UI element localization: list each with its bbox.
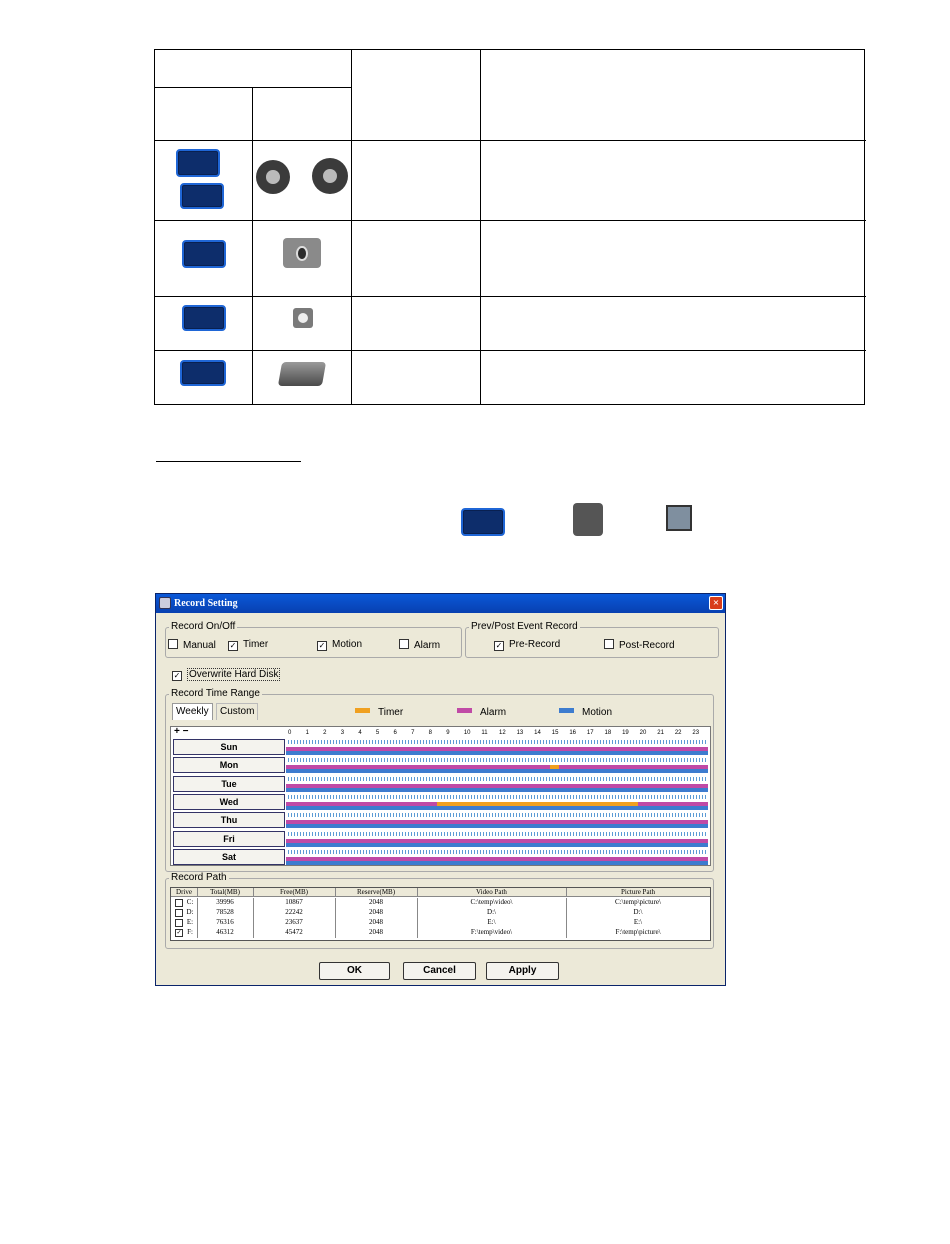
- alarm-checkbox[interactable]: [399, 639, 440, 651]
- group-legend: Record On/Off: [171, 621, 236, 632]
- table-rule: [155, 350, 866, 351]
- film-reel-icon: [256, 160, 290, 194]
- checkbox-label: Timer: [243, 639, 269, 650]
- column-divider: [253, 898, 254, 908]
- camera-view-icon: [666, 505, 692, 531]
- column-divider: [197, 908, 198, 918]
- section-underline: [156, 461, 301, 462]
- title-bar: [156, 594, 725, 613]
- day-label-fri: Fri: [173, 831, 285, 847]
- legend-motion: [559, 707, 612, 718]
- day-label-tue: Tue: [173, 776, 285, 792]
- hour-label: 19: [622, 730, 629, 736]
- table-cell: 23637: [285, 918, 303, 926]
- table-cell: F:: [187, 928, 193, 936]
- day-label-wed: Wed: [173, 794, 285, 810]
- day-label-thu: Thu: [173, 812, 285, 828]
- table-rule: [480, 50, 481, 405]
- column-divider: [566, 908, 567, 918]
- group-legend: Record Time Range: [171, 688, 260, 699]
- schedule-band: [286, 861, 708, 865]
- table-cell: F:\temp\video\: [470, 928, 513, 936]
- legend-label: Motion: [582, 707, 613, 718]
- column-divider: [335, 908, 336, 918]
- day-label-mon: Mon: [173, 757, 285, 773]
- dialog-title: Record Setting: [174, 598, 238, 609]
- table-header-row: [171, 888, 710, 897]
- table-rule: [155, 296, 866, 297]
- checkbox-label: Alarm: [414, 640, 441, 651]
- column-divider: [197, 888, 198, 897]
- legend-label: Timer: [378, 707, 404, 718]
- table-rule: [155, 87, 352, 88]
- column-divider: [566, 888, 567, 897]
- hour-label: 9: [446, 730, 450, 736]
- group-legend: Prev/Post Event Record: [471, 621, 578, 632]
- column-divider: [197, 928, 198, 938]
- tab-custom[interactable]: Custom: [216, 703, 258, 720]
- checkbox-label: Post-Record: [619, 640, 675, 651]
- table-row: [171, 898, 710, 906]
- hour-label: 7: [411, 730, 415, 736]
- column-divider: [335, 928, 336, 938]
- hour-label: 2: [323, 730, 327, 736]
- hour-label: 16: [569, 730, 577, 736]
- apply-button[interactable]: Apply: [486, 962, 559, 980]
- day-schedule-strip[interactable]: [286, 813, 708, 828]
- table-cell: 39996: [216, 898, 234, 906]
- checkbox-label: Pre-Record: [509, 639, 561, 650]
- hour-label: 5: [375, 730, 380, 736]
- table-cell: 22242: [285, 908, 303, 916]
- hour-label: 22: [674, 730, 682, 736]
- hour-label: 3: [340, 730, 345, 736]
- film-reel-alert-icon: [312, 158, 348, 194]
- timer-block: [437, 802, 637, 806]
- column-divider: [417, 898, 418, 908]
- legend-label: Alarm: [480, 707, 507, 718]
- list-blue-icon: [461, 508, 505, 536]
- post-record-checkbox[interactable]: [604, 639, 675, 651]
- icon-table: [154, 49, 865, 405]
- legend-swatch: [457, 708, 472, 713]
- record-path-table: [170, 887, 711, 941]
- motion-checkbox[interactable]: [317, 639, 362, 651]
- column-header: Video Path: [476, 888, 507, 896]
- pre-record-checkbox[interactable]: [494, 639, 560, 651]
- table-row: [171, 918, 710, 926]
- timer-checkbox[interactable]: [228, 639, 268, 651]
- table-cell: C:: [186, 898, 194, 906]
- table-cell: C:\temp\picture\: [615, 898, 661, 906]
- table-cell: 2048: [369, 918, 383, 926]
- hour-label: 20: [639, 730, 647, 736]
- day-label-sun: Sun: [173, 739, 285, 755]
- hour-label: 13: [516, 730, 524, 736]
- record-alert-blue-icon: [180, 183, 224, 209]
- table-rule: [155, 220, 866, 221]
- table-row: [171, 908, 710, 916]
- checkbox-box: ✓: [318, 641, 326, 650]
- day-schedule-strip[interactable]: [286, 850, 708, 865]
- column-header: Free(MB): [280, 888, 308, 896]
- column-divider: [417, 888, 418, 897]
- hour-label: 0: [288, 730, 292, 736]
- table-cell: D:\: [487, 908, 496, 916]
- checkbox-label: Manual: [183, 640, 216, 651]
- record-onoff-group: [165, 621, 462, 658]
- app-icon: [159, 597, 171, 609]
- camera-icon: [283, 238, 321, 268]
- table-cell: C:\temp\video\: [470, 898, 513, 906]
- record-blue-icon: [176, 149, 220, 177]
- ok-button[interactable]: OK: [319, 962, 390, 980]
- message-icon: [293, 308, 313, 328]
- checkbox-box: ✓: [495, 641, 503, 650]
- table-cell: E:\: [487, 918, 496, 926]
- timer-block: [550, 765, 559, 769]
- day-label-sat: Sat: [173, 849, 285, 865]
- checkbox-label: Overwrite Hard Disk: [189, 669, 279, 680]
- table-rule: [252, 87, 253, 405]
- tab-weekly[interactable]: Weekly: [172, 703, 213, 720]
- hour-label: 18: [604, 730, 612, 736]
- legend-swatch: [559, 708, 574, 713]
- hour-label: 12: [499, 730, 506, 736]
- column-divider: [253, 928, 254, 938]
- prev-post-group: [465, 621, 719, 658]
- column-divider: [253, 918, 254, 928]
- column-header: Picture Path: [620, 888, 656, 896]
- table-cell: 2048: [369, 898, 383, 906]
- legend-alarm: [457, 707, 506, 718]
- info-blue-icon: [182, 305, 226, 331]
- table-cell: 78528: [216, 908, 234, 916]
- table-cell: D:\: [633, 908, 643, 916]
- table-cell: E:\: [633, 918, 643, 926]
- checkbox-box: ✓: [229, 641, 237, 650]
- column-divider: [253, 908, 254, 918]
- zoom-plus-minus[interactable]: + −: [174, 726, 189, 737]
- record-setting-dialog: [155, 593, 726, 986]
- day-schedule-strip[interactable]: [286, 777, 708, 792]
- schedule-band: [286, 843, 708, 847]
- column-divider: [197, 898, 198, 908]
- schedule-band: [286, 788, 708, 792]
- drive-checkbox[interactable]: ✓: [176, 930, 182, 936]
- checkbox-label: Motion: [332, 639, 363, 650]
- hour-label: 11: [481, 730, 488, 736]
- table-cell: 2048: [369, 928, 383, 936]
- day-schedule-strip[interactable]: [286, 758, 708, 773]
- drive-checkbox[interactable]: [175, 919, 183, 927]
- column-divider: [253, 888, 254, 897]
- table-cell: 10867: [285, 898, 303, 906]
- column-header: Drive: [176, 888, 192, 896]
- overwrite-checkbox[interactable]: [172, 669, 280, 681]
- table-cell: 46312: [216, 928, 234, 936]
- checkbox-box: [399, 639, 409, 649]
- table-rule: [351, 50, 352, 405]
- disk-blue-icon: [180, 360, 226, 386]
- snapshot-blue-icon: [182, 240, 226, 268]
- schedule-band: [286, 751, 708, 755]
- hour-label: 6: [393, 730, 397, 736]
- day-schedule-strip[interactable]: [286, 832, 708, 847]
- checkbox-box: [604, 639, 614, 649]
- schedule-band: [286, 769, 708, 773]
- weekly-schedule-grid[interactable]: [170, 726, 711, 866]
- column-divider: [335, 888, 336, 897]
- hour-label: 15: [551, 730, 559, 736]
- hour-label: 1: [305, 730, 309, 736]
- drive-checkbox[interactable]: [175, 909, 183, 917]
- hour-label: 23: [692, 730, 700, 736]
- hour-label: 4: [358, 730, 362, 736]
- column-divider: [417, 928, 418, 938]
- column-divider: [417, 908, 418, 918]
- table-rule: [155, 140, 866, 141]
- column-divider: [335, 898, 336, 908]
- checkbox-box: ✓: [173, 671, 181, 680]
- table-row: [171, 928, 710, 936]
- table-cell: 2048: [369, 908, 383, 916]
- hard-disk-icon: [278, 362, 326, 386]
- table-cell: 76316: [216, 918, 234, 926]
- schedule-band: [286, 824, 708, 828]
- column-divider: [566, 928, 567, 938]
- hour-label: 17: [586, 730, 594, 736]
- legend-timer: [355, 707, 403, 718]
- settings-gear-icon: [573, 503, 603, 536]
- hour-label: 8: [428, 730, 432, 736]
- table-cell: E:: [186, 918, 194, 926]
- column-divider: [335, 918, 336, 928]
- hour-label: 10: [463, 730, 471, 736]
- day-schedule-strip[interactable]: [286, 740, 708, 755]
- drive-checkbox[interactable]: [175, 899, 183, 907]
- group-legend: Record Path: [171, 872, 227, 883]
- table-cell: D:: [186, 908, 194, 916]
- schedule-band: [286, 806, 708, 810]
- hour-label: 21: [657, 730, 664, 736]
- column-divider: [566, 898, 567, 908]
- column-divider: [566, 918, 567, 928]
- column-header: Reserve(MB): [356, 888, 396, 896]
- close-icon[interactable]: ×: [709, 596, 723, 610]
- column-header: Total(MB): [210, 888, 240, 896]
- table-cell: F:\temp\picture\: [615, 928, 661, 936]
- manual-checkbox[interactable]: [168, 639, 216, 651]
- hour-label: 14: [534, 730, 541, 736]
- legend-swatch: [355, 708, 370, 713]
- column-divider: [417, 918, 418, 928]
- checkbox-box: [168, 639, 178, 649]
- column-divider: [197, 918, 198, 928]
- table-cell: 45472: [285, 928, 303, 936]
- cancel-button[interactable]: Cancel: [403, 962, 476, 980]
